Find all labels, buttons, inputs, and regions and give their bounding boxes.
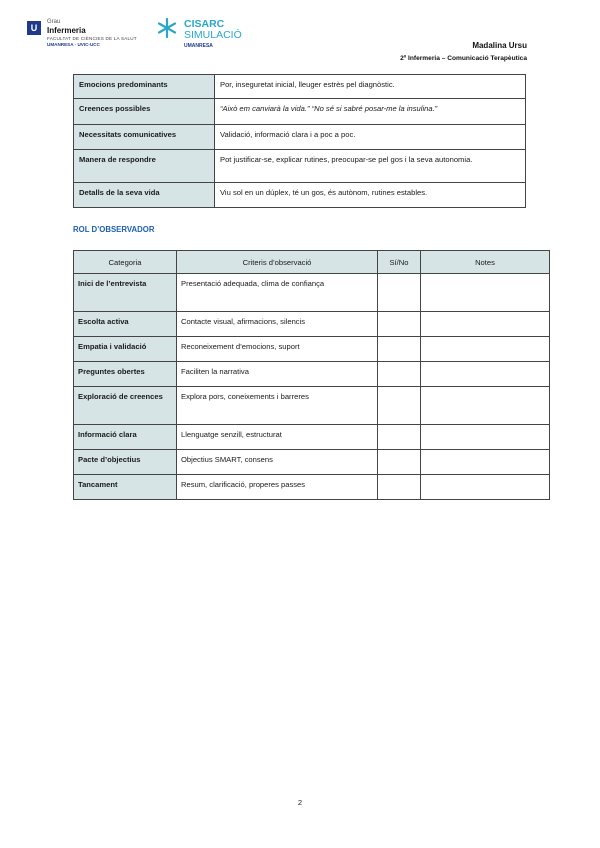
observer-checklist-table — [73, 250, 550, 500]
criteria-cell: Explora pors, coneixements i barreres — [177, 387, 378, 425]
notes-cell[interactable] — [421, 425, 550, 450]
criteria-cell: Presentació adequada, clima de confiança — [177, 274, 378, 312]
course-title: 2º Infermeria – Comunicació Terapèutica — [400, 55, 527, 62]
table-row — [74, 387, 550, 425]
column-header-category: Categoria — [74, 251, 177, 274]
table-row — [74, 274, 550, 312]
notes-cell[interactable] — [421, 337, 550, 362]
yes-no-cell[interactable] — [378, 362, 421, 387]
category-cell: Pacte d’objectius — [74, 450, 177, 475]
table-row — [74, 99, 526, 125]
profile-value: Pot justificar-se, explicar rutines, preocupar-se pel gos i la seva autonomia. — [215, 150, 526, 183]
notes-cell[interactable] — [421, 387, 550, 425]
column-header-criteria: Criteris d’observació — [177, 251, 378, 274]
criteria-cell: Reconeixement d’emocions, suport — [177, 337, 378, 362]
table-row — [74, 337, 550, 362]
cisarc-subtitle: SIMULACIÓ — [184, 29, 242, 41]
yes-no-cell[interactable] — [378, 387, 421, 425]
category-cell: Preguntes obertes — [74, 362, 177, 387]
profile-value: Viu sol en un dúplex, té un gos, és autònom, rutines estables. — [215, 183, 526, 208]
cisarc-title: CISARC — [184, 18, 225, 30]
table-row — [74, 75, 526, 99]
category-cell: Informació clara — [74, 425, 177, 450]
yes-no-cell[interactable] — [378, 450, 421, 475]
column-header-notes: Notes — [421, 251, 550, 274]
category-cell: Tancament — [74, 475, 177, 500]
notes-cell[interactable] — [421, 450, 550, 475]
notes-cell[interactable] — [421, 475, 550, 500]
criteria-cell: Objectius SMART, consens — [177, 450, 378, 475]
table-row — [74, 362, 550, 387]
profile-value: Validació, informació clara i a poc a poc. — [215, 125, 526, 150]
logo-small-text: Grau — [47, 19, 61, 25]
document-header-info — [400, 40, 527, 66]
yes-no-cell[interactable] — [378, 274, 421, 312]
notes-cell[interactable] — [421, 274, 550, 312]
university-logo-mark: U — [27, 21, 41, 35]
profile-value: “Això em canviarà la vida.” “No sé si sabré posar-me la insulina.” — [215, 99, 526, 125]
logo-big-text: Infermeria — [47, 26, 86, 35]
profile-label: Emocions predominants — [74, 75, 215, 99]
yes-no-cell[interactable] — [378, 312, 421, 337]
category-cell: Empatia i validació — [74, 337, 177, 362]
asterisk-star-icon — [157, 18, 177, 38]
profile-value: Por, inseguretat inicial, lleuger estrès pel diagnòstic. — [215, 75, 526, 99]
table-row — [74, 475, 550, 500]
criteria-cell: Contacte visual, afirmacions, silencis — [177, 312, 378, 337]
table-row — [74, 125, 526, 150]
patient-profile-table — [73, 74, 526, 208]
profile-label: Manera de respondre — [74, 150, 215, 183]
logo-sub2-text: UMANRESA · UVIC-UCC — [47, 42, 100, 47]
profile-label: Detalls de la seva vida — [74, 183, 215, 208]
table-row — [74, 450, 550, 475]
criteria-cell: Faciliten la narrativa — [177, 362, 378, 387]
yes-no-cell[interactable] — [378, 337, 421, 362]
yes-no-cell[interactable] — [378, 475, 421, 500]
table-row — [74, 312, 550, 337]
profile-label: Necessitats comunicatives — [74, 125, 215, 150]
column-header-yes-no: Sí/No — [378, 251, 421, 274]
author-name: Madalina Ursu — [472, 41, 527, 50]
notes-cell[interactable] — [421, 362, 550, 387]
category-cell: Exploració de creences — [74, 387, 177, 425]
table-row — [74, 150, 526, 183]
table-row — [74, 183, 526, 208]
notes-cell[interactable] — [421, 312, 550, 337]
page-number: 2 — [297, 798, 303, 807]
category-cell: Escolta activa — [74, 312, 177, 337]
table-row — [74, 425, 550, 450]
profile-label: Creences possibles — [74, 99, 215, 125]
criteria-cell: Llenguatge senzill, estructurat — [177, 425, 378, 450]
observer-role-heading: ROL D’OBSERVADOR — [73, 225, 155, 234]
criteria-cell: Resum, clarificació, properes passes — [177, 475, 378, 500]
faculty-logo — [47, 19, 137, 48]
table-header-row — [74, 251, 550, 274]
yes-no-cell[interactable] — [378, 425, 421, 450]
logo-sub-text: FACULTAT DE CIÈNCIES DE LA SALUT — [47, 36, 137, 41]
cisarc-brand: UMANRESA — [184, 43, 213, 49]
category-cell: Inici de l’entrevista — [74, 274, 177, 312]
